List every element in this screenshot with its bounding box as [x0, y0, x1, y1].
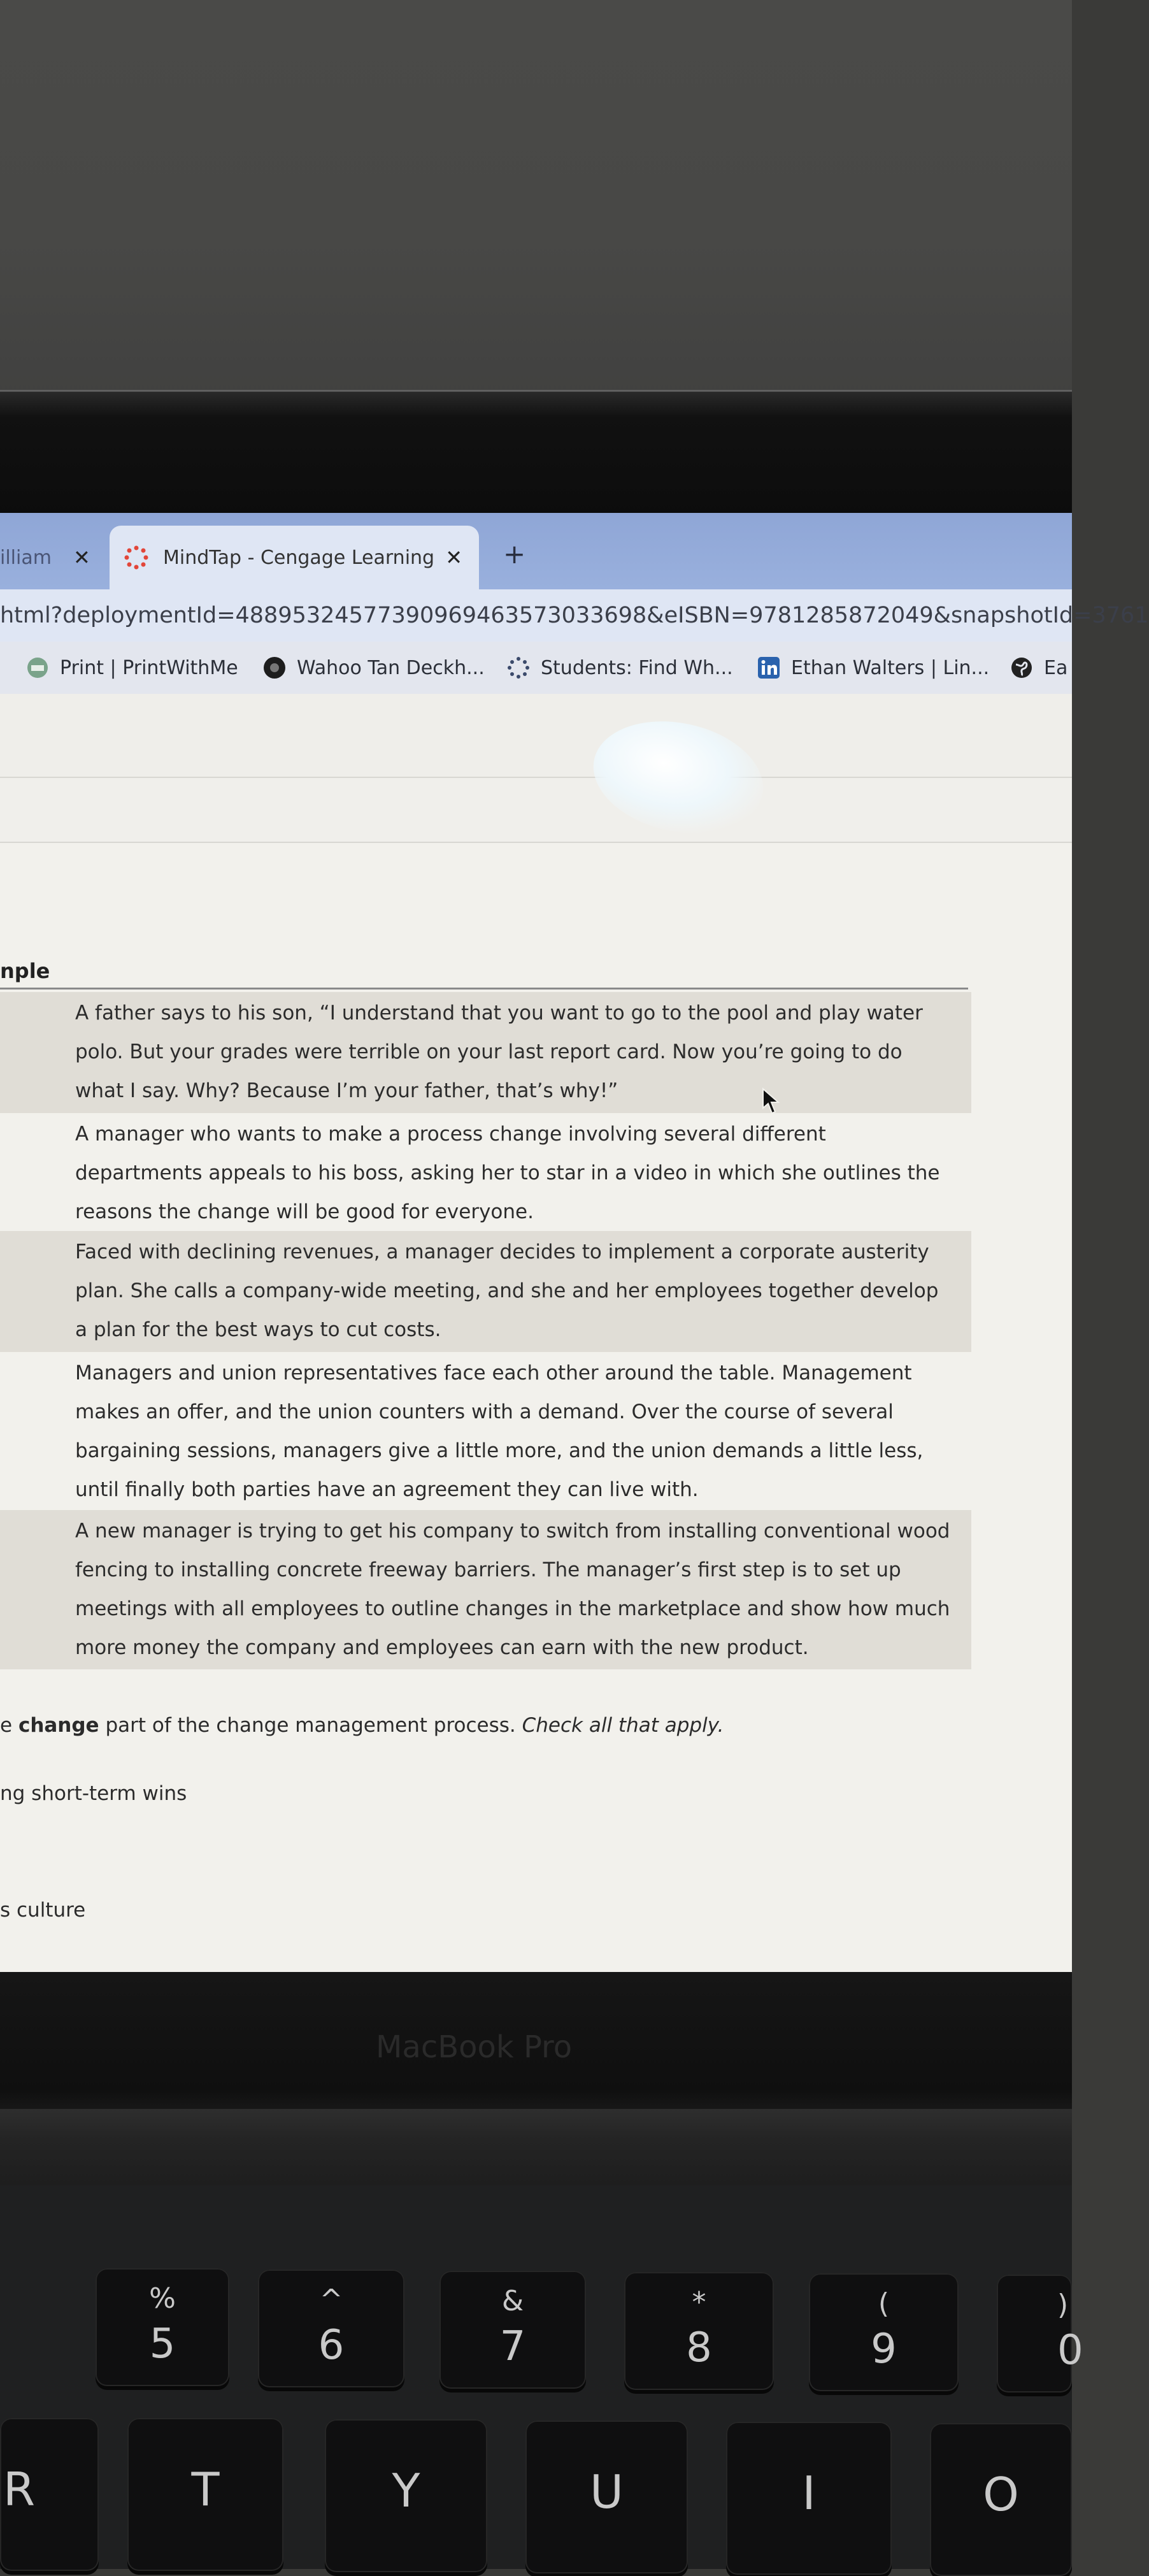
key-r[interactable]: [0, 2418, 99, 2571]
linkedin-icon: [757, 656, 781, 680]
background-wall: [0, 0, 1072, 395]
macbook-label: MacBook Pro: [376, 2029, 573, 2065]
bookmark-label: Wahoo Tan Deckh...: [297, 656, 485, 679]
row-text: Faced with declining revenues, a manager decides to implement a corporate austerity plan. She calls a company-wide meeting, and she and her employees together develop a plan for the best ways to cut costs.: [75, 1241, 939, 1341]
key-letter: R: [3, 2463, 36, 2516]
printwithme-icon: [25, 656, 50, 680]
key-digit: 6: [318, 2322, 345, 2369]
key-digit: 0: [1057, 2327, 1083, 2374]
key-shift-symbol: &: [501, 2285, 524, 2317]
sparkle-icon: [506, 656, 531, 680]
key-digit: 8: [686, 2324, 712, 2371]
row-text: A father says to his son, “I understand that you want to go to the pool and play water polo. But your grades were terrible on your last report card. Now you’re going to do what I say. Why? Because I’m your father, that’s why!”: [75, 1002, 923, 1102]
key-shift-symbol: %: [149, 2282, 176, 2315]
url-text: html?deploymentId=48895324577390969463573033698&eISBN=9781285872049&snapshotId=3761: [0, 603, 1149, 628]
row-text: A manager who wants to make a process change involving several different departments appeals to his boss, asking her to star in a video in which she outlines the reasons the change will be good for everyone.: [75, 1123, 940, 1223]
key-letter: O: [983, 2468, 1019, 2521]
toolbar-strip: [0, 694, 1072, 778]
key-u[interactable]: [525, 2421, 688, 2573]
tab-bar: [0, 513, 1072, 589]
table-row: [0, 1231, 971, 1352]
close-icon[interactable]: ✕: [445, 545, 462, 570]
checkbox-option[interactable]: s culture: [0, 1899, 86, 1922]
mouse-cursor-icon: [762, 1088, 781, 1116]
key-shift-symbol: *: [692, 2286, 706, 2319]
close-icon[interactable]: ✕: [73, 545, 90, 570]
table-row: [0, 992, 971, 1113]
key-y[interactable]: [325, 2419, 487, 2572]
question-middle: part of the change management process.: [99, 1714, 522, 1737]
tab-label: illiam: [0, 546, 52, 569]
bookmark-students[interactable]: [506, 642, 733, 694]
table-row: [0, 1510, 971, 1669]
table-row: [0, 1113, 971, 1231]
globe-icon: [1010, 656, 1034, 680]
key-8[interactable]: [624, 2272, 774, 2390]
tab-label: MindTap - Cengage Learning: [163, 546, 435, 569]
bookmark-label: Students: Find Wh...: [541, 656, 733, 679]
bookmark-linkedin[interactable]: [757, 642, 989, 694]
cengage-icon: [124, 545, 149, 570]
key-digit: 9: [871, 2326, 897, 2373]
checkbox-option[interactable]: ng short-term wins: [0, 1782, 187, 1805]
key-letter: T: [191, 2463, 220, 2516]
address-bar[interactable]: [0, 589, 1149, 642]
new-tab-button[interactable]: +: [503, 538, 526, 570]
key-letter: U: [590, 2465, 624, 2519]
key-digit: 5: [149, 2321, 176, 2368]
bookmark-ea[interactable]: [1010, 642, 1067, 694]
key-digit: 7: [499, 2323, 526, 2370]
key-5[interactable]: [96, 2268, 229, 2386]
bookmarks-bar: [0, 642, 1072, 695]
bookmark-label: Print | PrintWithMe: [60, 656, 238, 679]
row-text: Managers and union representatives face each other around the table. Management makes an offer, and the union counters with a demand. Over the course of several bargaining sessions, managers give a little more, and the union demands a little less, until finally both parties have an agreement they can live with.: [75, 1362, 924, 1501]
browser-window: [0, 513, 1149, 1972]
key-0[interactable]: [997, 2275, 1083, 2393]
question-prefix: e: [0, 1714, 18, 1737]
bookmark-label: Ethan Walters | Lin...: [791, 656, 990, 679]
question-bold: change: [18, 1714, 99, 1737]
header-divider: [0, 988, 968, 989]
key-i[interactable]: [726, 2422, 892, 2575]
key-letter: I: [802, 2466, 816, 2520]
key-9[interactable]: [809, 2273, 959, 2391]
column-header: nple: [0, 959, 50, 983]
laptop-hinge: [0, 2109, 1072, 2185]
key-shift-symbol: ): [1057, 2289, 1069, 2321]
key-shift-symbol: ^: [319, 2284, 343, 2316]
key-letter: Y: [392, 2464, 420, 2517]
toolbar-strip: [0, 778, 1072, 843]
tab-mindtap[interactable]: [110, 526, 479, 589]
bookmark-printwithme[interactable]: [25, 642, 238, 694]
key-7[interactable]: [439, 2271, 586, 2389]
key-t[interactable]: [127, 2418, 283, 2571]
question-instruction: Check all that apply.: [522, 1714, 724, 1737]
screen-bezel-top: [0, 392, 1072, 519]
key-shift-symbol: (: [878, 2287, 890, 2320]
bookmark-label: Ea: [1044, 656, 1068, 679]
wahoo-icon: [262, 656, 287, 680]
bookmark-wahoo[interactable]: [262, 642, 485, 694]
key-o[interactable]: [930, 2423, 1072, 2576]
question-prompt: [0, 1714, 724, 1737]
row-text: A new manager is trying to get his company to switch from installing conventional wood fencing to installing concrete freeway barriers. The manager’s first step is to set up meetings with all employees to outline changes in the marketplace and show how much more money the company and employees can earn with the new product.: [75, 1520, 950, 1659]
key-6[interactable]: [258, 2270, 404, 2387]
tab-previous[interactable]: [0, 526, 108, 589]
keyboard: [0, 2185, 1083, 2569]
table-row: [0, 1352, 971, 1510]
